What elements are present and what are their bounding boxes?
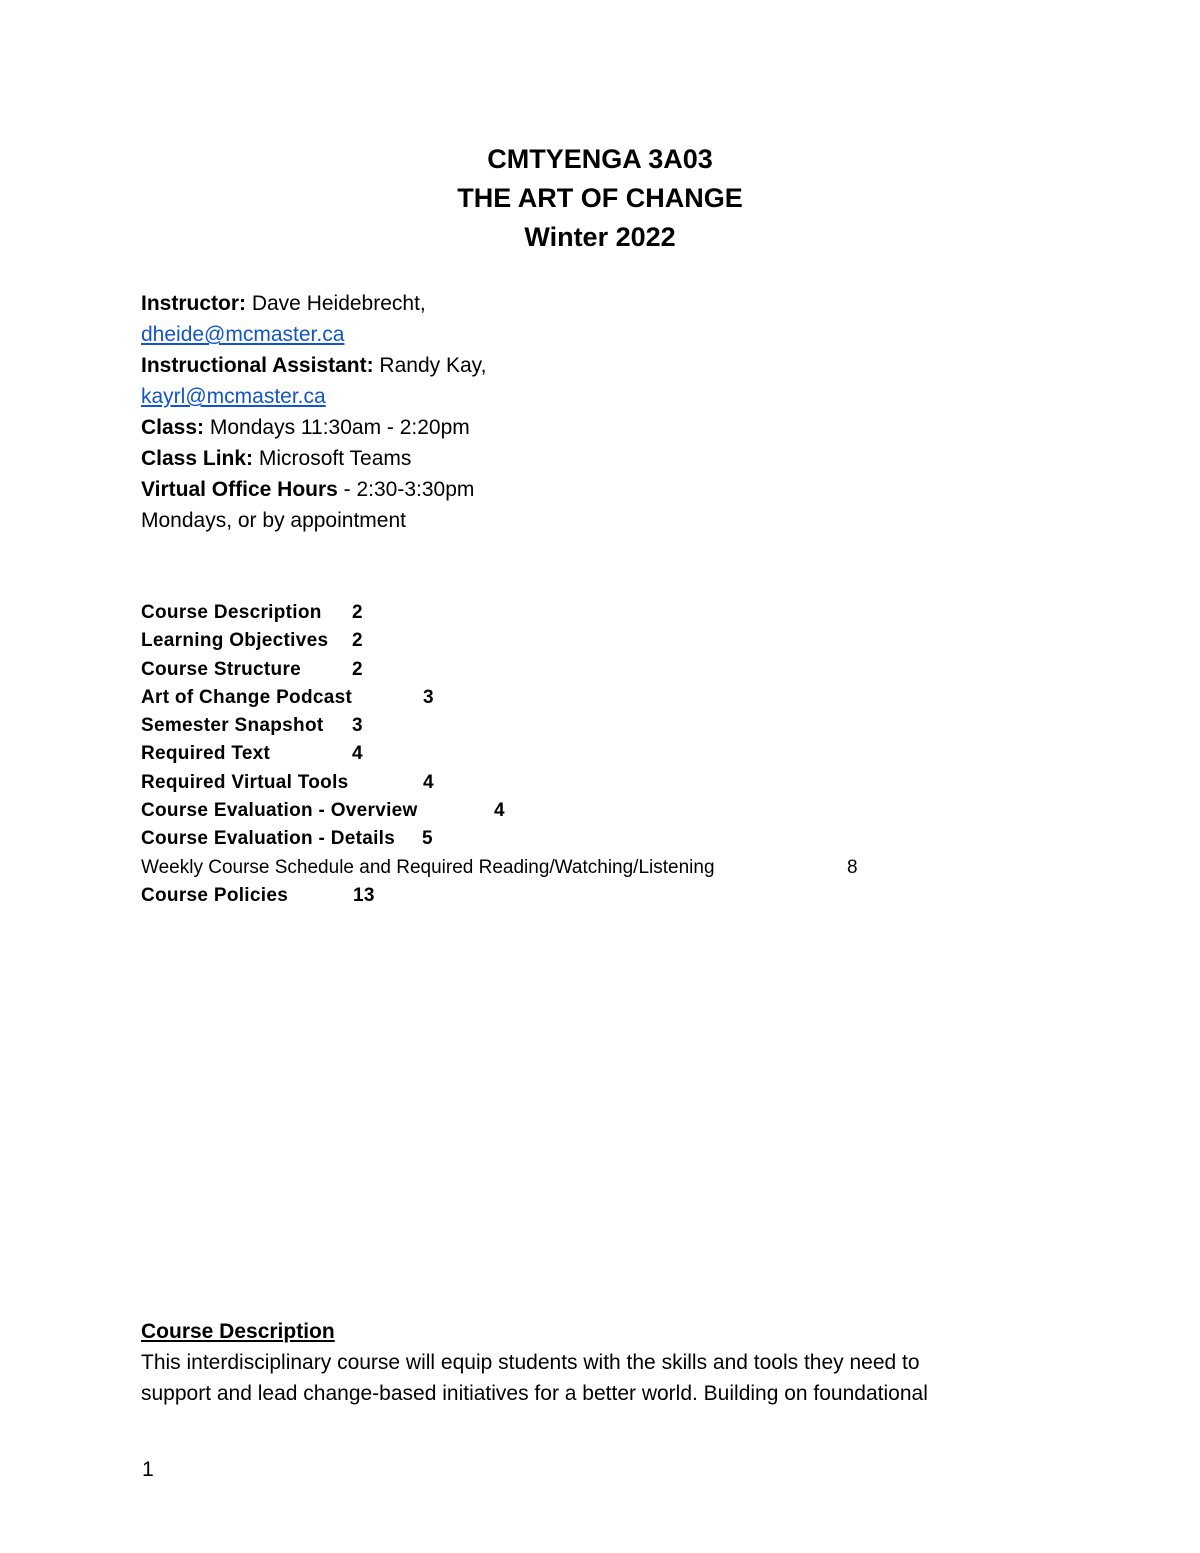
toc-item[interactable] <box>141 825 1041 853</box>
course-info <box>141 288 486 536</box>
assistant-email-link[interactable]: kayrl@mcmaster.ca <box>141 385 326 408</box>
toc-item-label: Course Description <box>141 602 322 623</box>
toc-item-label: Semester Snapshot <box>141 715 324 737</box>
instructor-name: Dave Heidebrecht, <box>246 292 426 315</box>
office-hours-note: Mondays, or by appointment <box>141 509 406 532</box>
toc-item[interactable] <box>141 769 1041 797</box>
toc-item-page: 2 <box>352 630 363 652</box>
assistant-label: Instructional Assistant: <box>141 354 374 377</box>
instructor-line <box>141 288 486 319</box>
toc-item-label: Weekly Course Schedule and Required Reading/Watching/Listening <box>141 856 715 878</box>
office-hours-line <box>141 474 486 505</box>
course-title: THE ART OF CHANGE <box>457 183 743 213</box>
toc-item-page: 4 <box>423 771 434 793</box>
toc-item-label: Course Evaluation - Overview <box>141 800 418 822</box>
course-description-line: support and lead change-based initiatives for a better world. Building on foundational <box>141 1382 928 1405</box>
toc-item-label: Learning Objectives <box>141 630 329 652</box>
toc-item-page: 5 <box>422 828 433 850</box>
toc-item[interactable] <box>141 627 1041 655</box>
class-link-label: Class Link: <box>141 447 254 470</box>
course-code: CMTYENGA 3A03 <box>487 144 713 174</box>
toc-item-label: Required Text <box>141 743 271 765</box>
toc-item-page: 3 <box>352 715 363 737</box>
toc-item-page: 8 <box>847 856 858 878</box>
toc-item[interactable] <box>141 854 1041 882</box>
toc-item[interactable] <box>141 599 1041 627</box>
office-hours-value: - 2:30-3:30pm <box>337 478 475 501</box>
toc-item[interactable] <box>141 656 1041 684</box>
assistant-email-line <box>141 381 486 412</box>
table-of-contents <box>141 599 1041 910</box>
course-description-section <box>141 1316 1061 1409</box>
toc-item-label: Course Evaluation - Details <box>141 828 396 850</box>
class-time-line <box>141 412 486 443</box>
class-value: Mondays 11:30am - 2:20pm <box>204 416 470 439</box>
toc-item-label: Required Virtual Tools <box>141 771 349 793</box>
toc-item-label: Art of Change Podcast <box>141 686 353 708</box>
page-number: 1 <box>142 1458 154 1481</box>
class-label: Class: <box>141 416 205 439</box>
class-link-value: Microsoft Teams <box>253 447 412 470</box>
course-description-line: This interdisciplinary course will equip students with the skills and tools they need to <box>141 1351 920 1374</box>
class-link-line <box>141 443 486 474</box>
toc-item-page: 4 <box>494 800 505 822</box>
toc-item-label: Course Policies <box>141 884 289 906</box>
toc-item-page: 2 <box>352 658 363 680</box>
assistant-line <box>141 350 486 381</box>
toc-item-page: 13 <box>353 884 375 906</box>
instructor-label: Instructor: <box>141 292 246 315</box>
toc-item-page: 4 <box>352 743 363 765</box>
toc-item-label: Course Structure <box>141 658 302 680</box>
toc-item-page: 2 <box>352 602 363 623</box>
office-hours-label: Virtual Office Hours <box>141 478 338 501</box>
instructor-email-line <box>141 319 486 350</box>
toc-item[interactable] <box>141 797 1041 825</box>
toc-item[interactable] <box>141 882 1041 910</box>
assistant-name: Randy Kay, <box>373 354 487 377</box>
toc-item-page: 3 <box>423 686 434 708</box>
instructor-email-link[interactable]: dheide@mcmaster.ca <box>141 323 345 346</box>
toc-item[interactable] <box>141 740 1041 768</box>
document-title-block <box>0 140 1200 257</box>
course-term: Winter 2022 <box>524 222 676 252</box>
toc-item[interactable] <box>141 712 1041 740</box>
toc-item[interactable] <box>141 684 1041 712</box>
course-description-heading: Course Description <box>141 1320 335 1343</box>
